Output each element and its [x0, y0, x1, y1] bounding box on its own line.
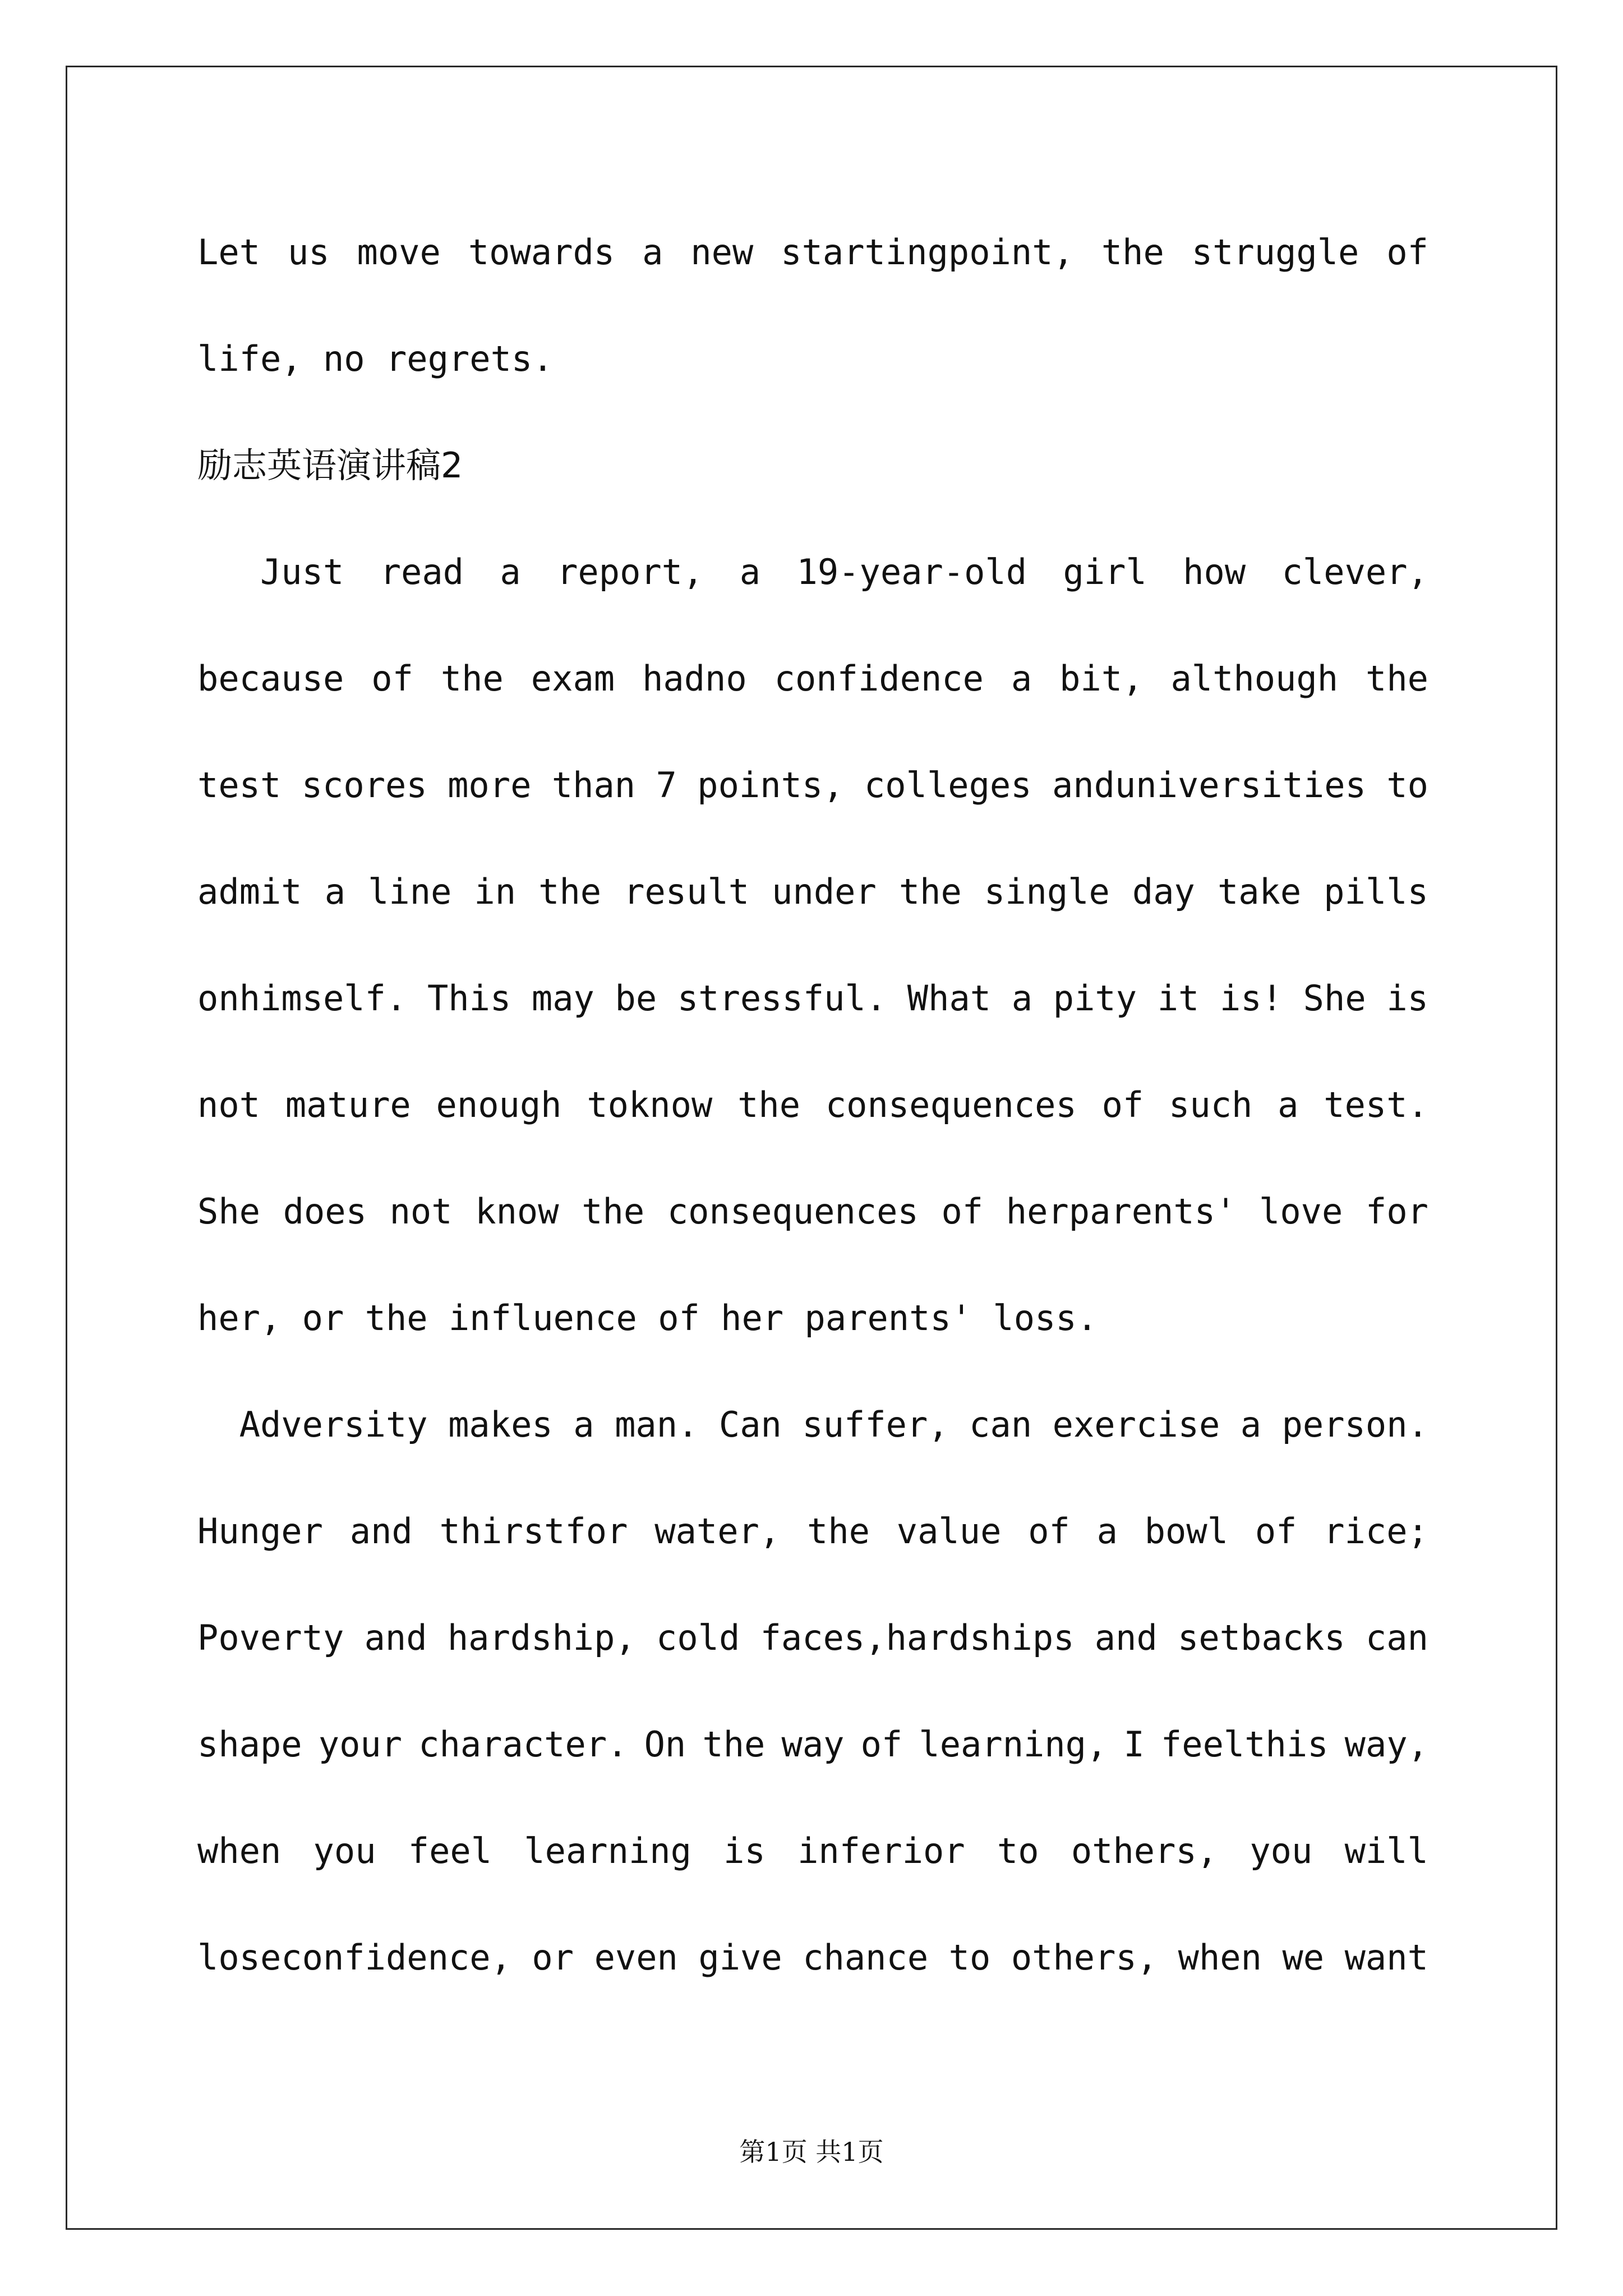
page-footer: 第1页 共1页 [739, 2137, 884, 2167]
word: your [318, 1724, 403, 1765]
word: a [1240, 1404, 1262, 1445]
word: learning, [919, 1724, 1108, 1765]
word: Poverty [197, 1617, 344, 1658]
word: Can [718, 1404, 782, 1445]
word: to [1386, 765, 1428, 806]
word: Hunger [197, 1511, 323, 1552]
word: want [1344, 1937, 1428, 1978]
word: girl [1063, 551, 1147, 592]
word: learning [524, 1830, 691, 1871]
word: hadno [642, 658, 747, 699]
word: the [702, 1724, 766, 1765]
word: can [1365, 1617, 1428, 1658]
section-heading: 励志英语演讲稿2 [197, 445, 463, 486]
word: faces,hardships [760, 1617, 1075, 1658]
word: toknow [587, 1084, 713, 1125]
word: others, [1071, 1830, 1218, 1871]
word: is! [1220, 978, 1283, 1019]
word: value [896, 1511, 1002, 1552]
word: way, [1344, 1724, 1428, 1765]
word: us [287, 232, 330, 273]
word: feel [408, 1830, 492, 1871]
word: inferior [797, 1830, 965, 1871]
word: water, [654, 1511, 781, 1552]
word: for [1366, 1191, 1428, 1232]
word: consequences [667, 1191, 919, 1232]
text-line [197, 859, 1428, 965]
word: shape [197, 1724, 302, 1765]
word: bowl [1144, 1511, 1229, 1552]
word: will [1344, 1830, 1428, 1871]
text-line: life, no regrets. [197, 338, 554, 379]
word: and [364, 1617, 427, 1658]
word: and [349, 1511, 413, 1552]
word: may [531, 978, 594, 1019]
word: we [1282, 1937, 1325, 1978]
word: line [368, 871, 452, 912]
word: give [698, 1937, 782, 1978]
word: chance [803, 1937, 929, 1978]
text-line [197, 752, 1428, 859]
word: the [737, 1084, 801, 1125]
word: character. [418, 1724, 628, 1765]
word: even [594, 1937, 678, 1978]
word: result [624, 871, 750, 912]
word: exam [531, 658, 615, 699]
text-line [197, 1179, 1428, 1285]
word: to [948, 1937, 991, 1978]
word: Adversity [197, 1404, 428, 1445]
word: a [642, 232, 663, 273]
word: hardship, [447, 1617, 636, 1658]
word: person. [1281, 1404, 1428, 1445]
word: cold [656, 1617, 740, 1658]
text-line [197, 539, 1428, 646]
text-line [197, 646, 1428, 752]
word: and [1094, 1617, 1158, 1658]
word: way [781, 1724, 845, 1765]
word: new [690, 232, 754, 273]
word: bit, [1059, 658, 1144, 699]
word: when [1178, 1937, 1262, 1978]
word: She [1303, 978, 1366, 1019]
word: take [1217, 871, 1302, 912]
word: of [860, 1724, 903, 1765]
word: a [324, 871, 346, 912]
word: to [997, 1830, 1039, 1871]
word: than [551, 765, 636, 806]
word: the [1101, 232, 1164, 273]
word: makes [448, 1404, 553, 1445]
word: under [772, 871, 877, 912]
word: man. [615, 1404, 699, 1445]
word: 7 [656, 765, 677, 806]
word: when [197, 1830, 282, 1871]
word: suffer, [802, 1404, 949, 1445]
text-line [197, 1711, 1428, 1818]
word: not [389, 1191, 453, 1232]
word: feelthis [1160, 1724, 1329, 1765]
word: you [1249, 1830, 1313, 1871]
word: a [500, 551, 521, 592]
word: pity [1053, 978, 1137, 1019]
word: day [1132, 871, 1195, 912]
word: She [197, 1191, 260, 1232]
word: On [644, 1724, 686, 1765]
text-line [197, 1818, 1428, 1925]
word: can [969, 1404, 1032, 1445]
word: because [197, 658, 344, 699]
word: This [427, 978, 511, 1019]
word: a [1096, 1511, 1118, 1552]
word: is [723, 1830, 766, 1871]
word: a [739, 551, 761, 592]
word: startingpoint, [781, 232, 1074, 273]
word: such [1169, 1084, 1253, 1125]
text-line [197, 1072, 1428, 1179]
word: 19-year-old [796, 551, 1027, 592]
word: onhimself. [197, 978, 407, 1019]
word: love [1259, 1191, 1343, 1232]
word: of [371, 658, 413, 699]
word: points, [697, 765, 844, 806]
word: read [380, 551, 464, 592]
text-line [197, 1925, 1428, 2031]
word: Just [197, 551, 344, 592]
word: scores [301, 765, 427, 806]
word: a [1011, 978, 1033, 1019]
word: of [941, 1191, 984, 1232]
document-body [197, 219, 1428, 2031]
text-line [197, 1498, 1428, 1605]
word: a [1278, 1084, 1299, 1125]
word: know [475, 1191, 559, 1232]
word: clever, [1281, 551, 1428, 592]
word: of [1386, 232, 1428, 273]
word: the [440, 658, 504, 699]
word: admit [197, 871, 302, 912]
word: report, [557, 551, 704, 592]
word: is [1386, 978, 1428, 1019]
word: the [582, 1191, 645, 1232]
word: loseconfidence, [197, 1937, 511, 1978]
word: enough [436, 1084, 562, 1125]
word: or [532, 1937, 574, 1978]
word: consequences [825, 1084, 1077, 1125]
word: exercise [1052, 1404, 1220, 1445]
word: I [1123, 1724, 1145, 1765]
word: thirstfor [439, 1511, 628, 1552]
word: although [1170, 658, 1339, 699]
text-line [197, 1392, 1428, 1498]
word: be [615, 978, 657, 1019]
word: towards [468, 232, 615, 273]
word: rice; [1324, 1511, 1428, 1552]
word: in [474, 871, 517, 912]
word: the [538, 871, 602, 912]
word: colleges [864, 765, 1032, 806]
word: a [1011, 658, 1032, 699]
word: test. [1324, 1084, 1428, 1125]
text-line [197, 1605, 1428, 1711]
word: does [283, 1191, 367, 1232]
word: the [807, 1511, 870, 1552]
word: Let [197, 232, 260, 273]
text-line: her, or the influence of her parents' loss. [197, 1297, 1098, 1338]
word: more [448, 765, 532, 806]
word: of [1255, 1511, 1297, 1552]
word: of [1028, 1511, 1070, 1552]
word: move [357, 232, 441, 273]
word: others, [1011, 1937, 1158, 1978]
word: pills [1324, 871, 1428, 912]
word: it [1157, 978, 1200, 1019]
word: single [984, 871, 1110, 912]
word: of [1101, 1084, 1144, 1125]
word: the [1366, 658, 1428, 699]
text-line [197, 219, 1428, 326]
word: not [197, 1084, 260, 1125]
word: setbacks [1178, 1617, 1345, 1658]
word: struggle [1191, 232, 1359, 273]
text-line [197, 965, 1428, 1072]
word: stressful. [677, 978, 887, 1019]
word: you [313, 1830, 376, 1871]
word: how [1183, 551, 1246, 592]
word: mature [285, 1084, 411, 1125]
word: the [898, 871, 962, 912]
word: test [197, 765, 282, 806]
word: a [573, 1404, 594, 1445]
word: anduniversities [1052, 765, 1366, 806]
word: herparents' [1006, 1191, 1237, 1232]
word: What [907, 978, 992, 1019]
word: confidence [774, 658, 984, 699]
